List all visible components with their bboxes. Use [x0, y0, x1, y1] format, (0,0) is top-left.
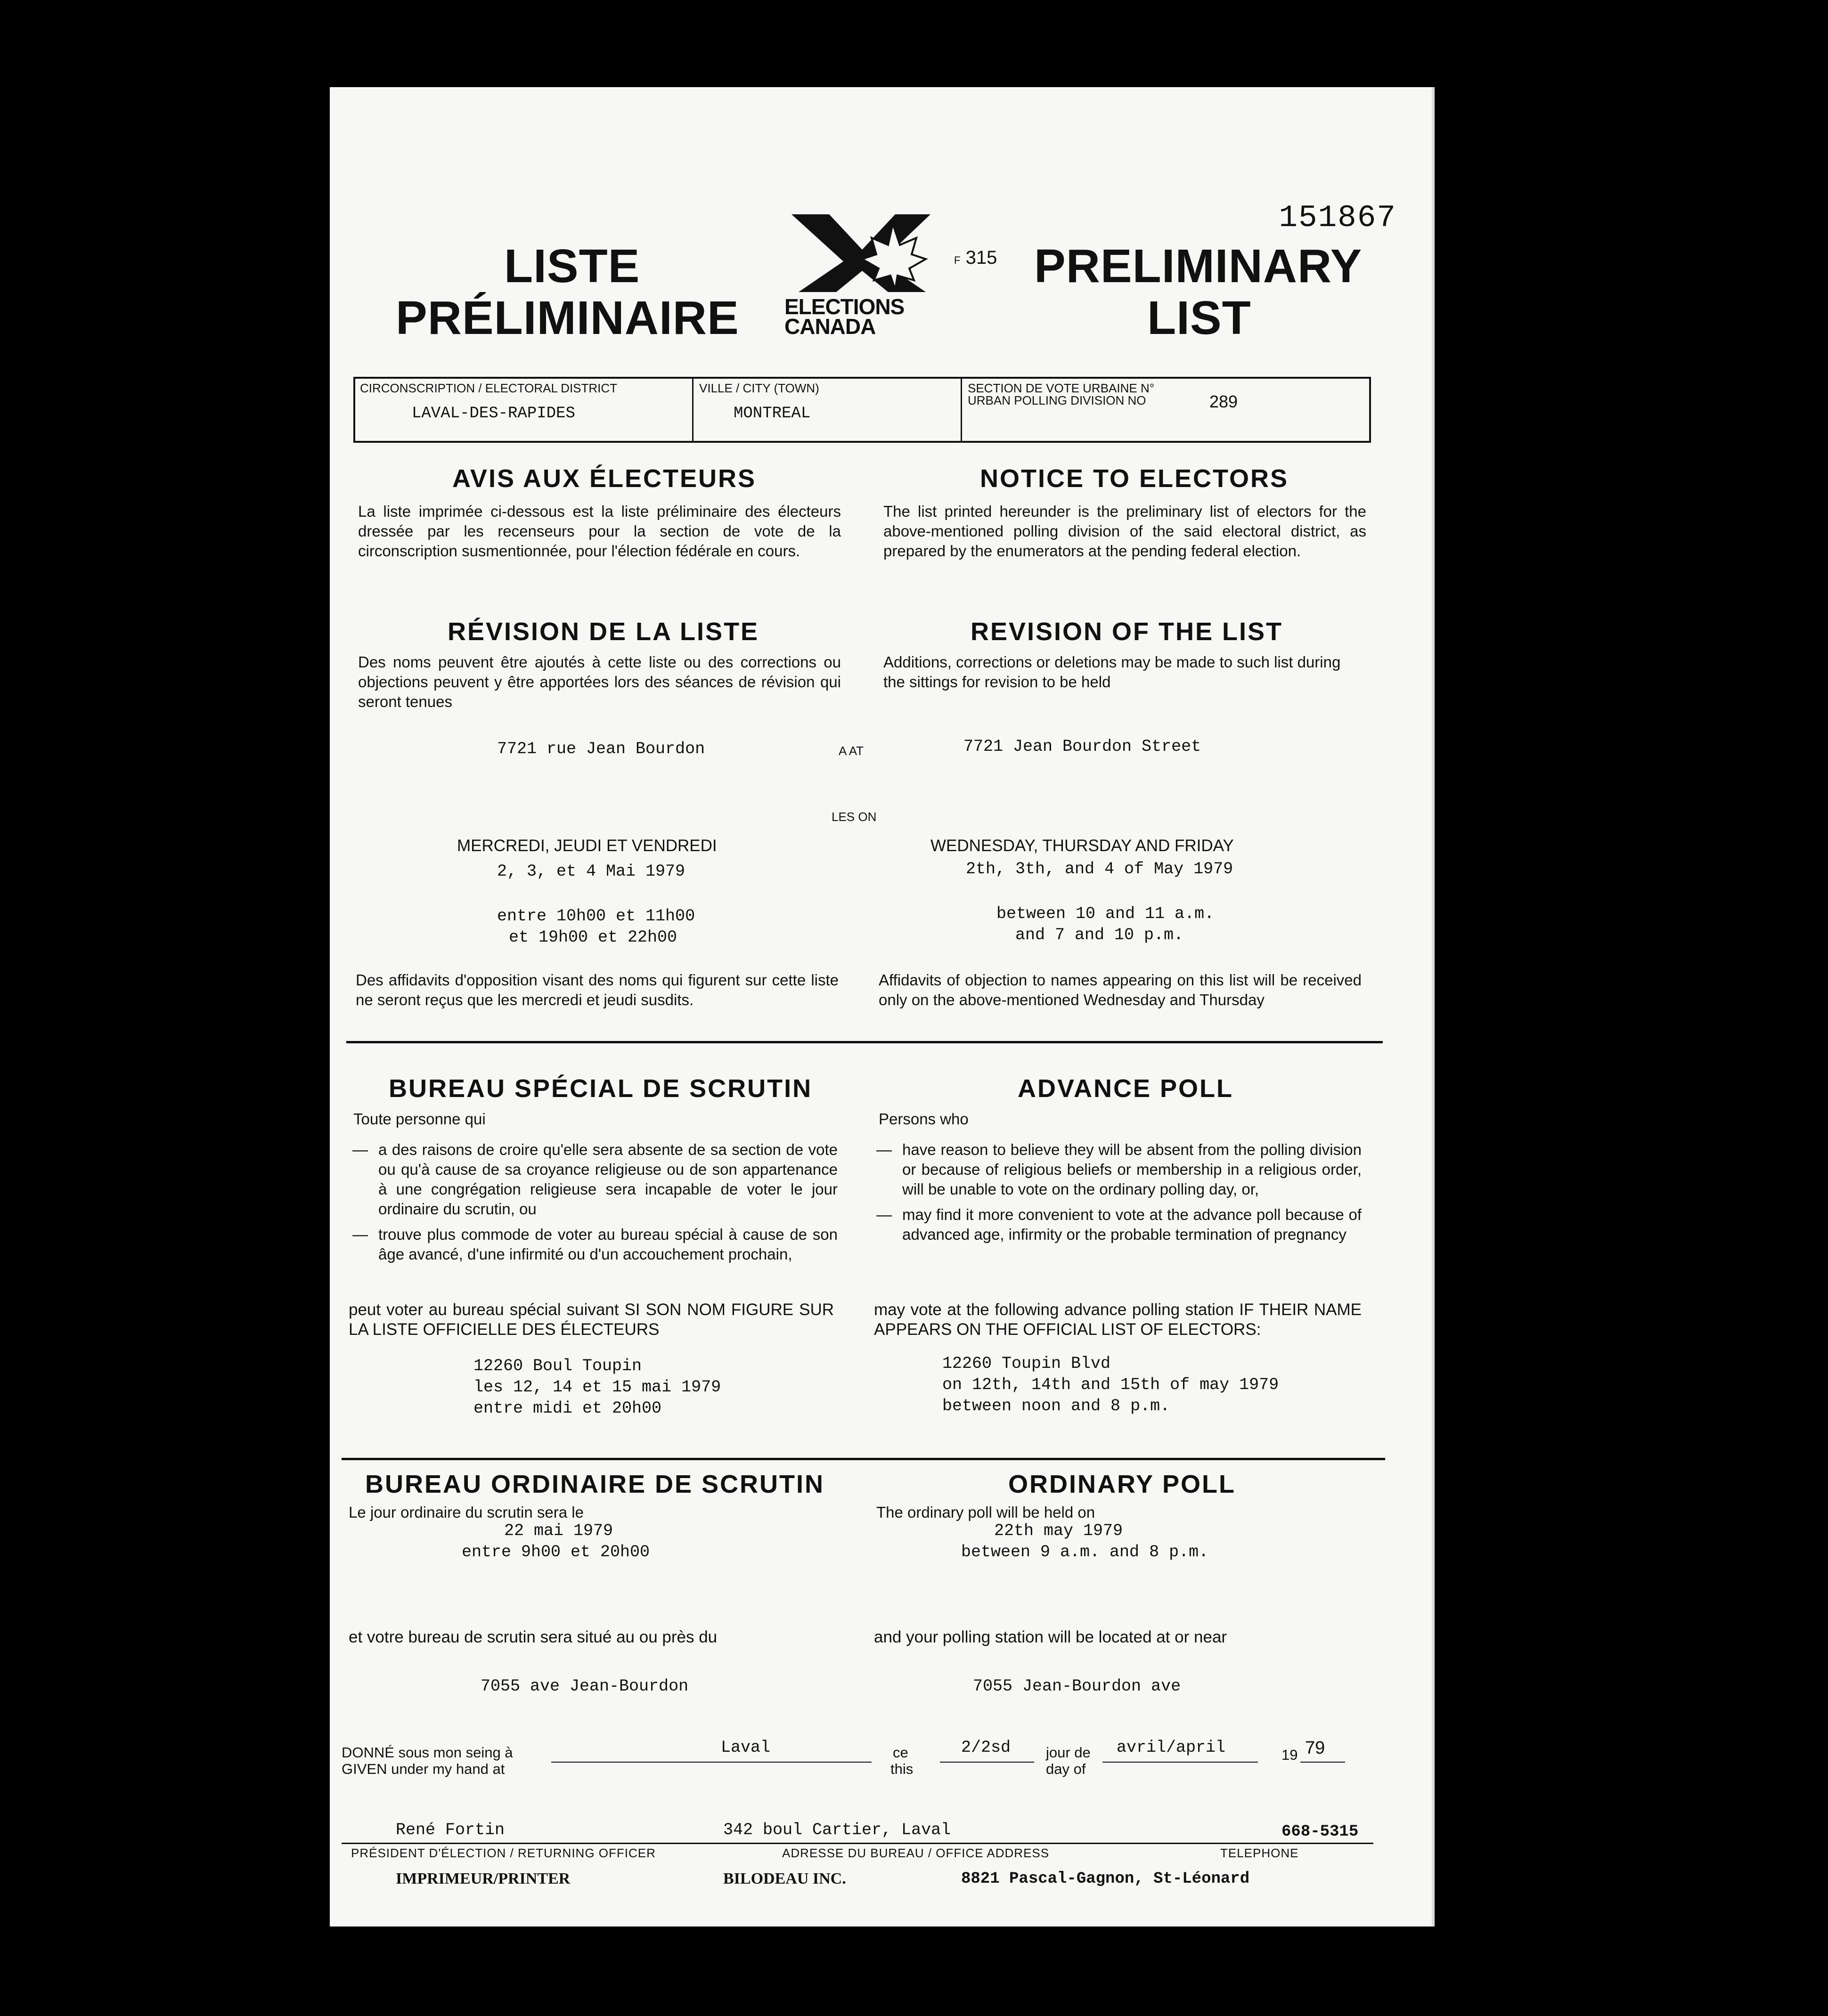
revision-hours-en-2: and 7 and 10 p.m. — [1015, 926, 1184, 944]
dash-marker: — — [352, 1226, 368, 1243]
title-fr-line1: LISTE — [504, 240, 640, 293]
dash-marker: — — [876, 1141, 892, 1158]
form-code-value: 315 — [965, 247, 997, 268]
location-en: 7055 Jean-Bourdon ave — [973, 1677, 1181, 1696]
year-prefix: 19 — [1281, 1747, 1298, 1763]
advance-item-fr-1 — [352, 1140, 838, 1219]
officer-name: René Fortin — [396, 1821, 505, 1839]
telephone-label: TELEPHONE — [1220, 1846, 1299, 1860]
advance-intro-en: Persons who — [879, 1110, 969, 1128]
revision-on-label: LES ON — [832, 810, 877, 824]
notice-text-fr: La liste imprimée ci-dessous est la liste préliminaire des électeurs dressée par les recenseurs pour la section de vote de la circonscription susmentionnée, pour l'élection fédérale en cours. — [358, 503, 841, 560]
form-code-prefix: F — [954, 254, 961, 266]
section-divider-2 — [342, 1458, 1385, 1460]
year-underline — [1300, 1762, 1345, 1763]
title-en-line1: PRELIMINARY — [1034, 240, 1363, 293]
ordinary-heading-fr: BUREAU ORDINAIRE DE SCRUTIN — [365, 1470, 825, 1498]
revision-text-fr: Des noms peuvent être ajoutés à cette liste ou des corrections ou objections peuvent y être apportées lors des séances de révision qui seront tenues — [358, 653, 841, 710]
advance-dates-fr: les 12, 14 et 15 mai 1979 — [473, 1378, 721, 1397]
city-cell — [692, 379, 961, 441]
given-label-fr: DONNÉ sous mon seing à — [342, 1744, 513, 1761]
advance-item-fr-2 — [352, 1225, 838, 1264]
ordinary-hours-fr: entre 9h00 et 20h00 — [462, 1543, 650, 1561]
location-intro-en: and your polling station will be located at or near — [874, 1628, 1227, 1646]
advance-address-fr: 12260 Boul Toupin — [473, 1357, 642, 1375]
advance-item-fr-1-text: a des raisons de croire qu'elle sera absente de sa section de vote ou qu'à cause de sa croyance religieuse ou de son appartenance à une congrégation religieuse sera incapable de voter le jour ordinaire du scrutin, ou — [378, 1141, 838, 1218]
office-address: 342 boul Cartier, Laval — [723, 1821, 951, 1839]
ordinary-intro-fr: Le jour ordinaire du scrutin sera le — [349, 1504, 584, 1521]
section-divider-1 — [346, 1041, 1383, 1043]
signature-month: avril/april — [1117, 1738, 1226, 1757]
ordinary-hours-en: between 9 a.m. and 8 p.m. — [961, 1543, 1209, 1561]
elections-canada-logo — [784, 210, 940, 341]
month-underline — [1102, 1762, 1258, 1763]
advance-address-en: 12260 Toupin Blvd — [942, 1354, 1111, 1373]
city-value: MONTREAL — [734, 405, 811, 423]
day-underline — [940, 1762, 1034, 1763]
signature-place: Laval — [721, 1738, 771, 1757]
year-suffix: 79 — [1305, 1738, 1325, 1758]
revision-text-en: Additions, corrections or deletions may be made to such list during the sittings for revision to be held — [883, 653, 1341, 691]
officer-label: PRÉSIDENT D'ÉLECTION / RETURNING OFFICER — [351, 1846, 656, 1860]
logo-text-line1: ELECTIONS — [784, 294, 905, 319]
given-label-en: GIVEN under my hand at — [342, 1761, 505, 1777]
x-maple-leaf-icon — [784, 210, 940, 294]
advance-outro-fr: peut voter au bureau spécial suivant SI SON NOM FIGURE SUR LA LISTE OFFICIELLE DES ÉLECTEURS — [349, 1301, 834, 1339]
revision-hours-en-1: between 10 and 11 a.m. — [996, 904, 1215, 923]
advance-heading-en: ADVANCE POLL — [1018, 1074, 1234, 1103]
dash-marker: — — [352, 1141, 368, 1158]
printer-name: BILODEAU INC. — [723, 1870, 846, 1887]
place-underline — [551, 1762, 872, 1763]
dash-marker: — — [876, 1206, 892, 1223]
signature-day: 2/2sd — [961, 1738, 1011, 1757]
ordinary-date-en: 22th may 1979 — [994, 1521, 1123, 1540]
form-code — [954, 247, 997, 268]
location-fr: 7055 ave Jean-Bourdon — [481, 1677, 689, 1696]
advance-list-fr — [352, 1140, 838, 1264]
revision-hours-fr-1: entre 10h00 et 11h00 — [497, 907, 695, 926]
division-label-2: URBAN POLLING DIVISION NO — [968, 393, 1146, 407]
advance-hours-fr: entre midi et 20h00 — [473, 1399, 662, 1418]
city-label: VILLE / CITY (TOWN) — [699, 381, 819, 395]
title-en-line2: LIST — [1147, 292, 1251, 344]
ordinary-heading-en: ORDINARY POLL — [1008, 1470, 1236, 1498]
officer-underline — [342, 1843, 1373, 1844]
affidavit-text-fr: Des affidavits d'opposition visant des noms qui figurent sur cette liste ne seront reçus que les mercredi et jeudi susdits. — [356, 971, 839, 1008]
advance-item-en-1 — [876, 1140, 1362, 1199]
revision-heading-en: REVISION OF THE LIST — [971, 618, 1283, 646]
division-value: 289 — [1209, 392, 1238, 411]
revision-address-fr: 7721 rue Jean Bourdon — [497, 740, 705, 758]
advance-item-fr-2-text: trouve plus commode de voter au bureau spécial à cause de son âge avancé, d'une infirmité ou d'un accouchement prochain, — [378, 1226, 838, 1263]
advance-outro-en: may vote at the following advance polling station IF THEIR NAME APPEARS ON THE OFFICIAL LIST OF ELECTORS: — [874, 1301, 1362, 1339]
advance-item-en-2 — [876, 1205, 1362, 1244]
telephone-value: 668-5315 — [1281, 1823, 1359, 1841]
revision-dates-fr: 2, 3, et 4 Mai 1979 — [497, 862, 686, 881]
logo-text-line2: CANADA — [784, 314, 876, 339]
ce-label: ce — [893, 1744, 908, 1761]
form-serial-number: 151867 — [1279, 200, 1396, 236]
division-label-1: SECTION DE VOTE URBAINE N° — [968, 381, 1155, 395]
preliminary-list-notice — [330, 87, 1435, 1927]
ordinary-intro-en: The ordinary poll will be held on — [876, 1504, 1095, 1521]
notice-heading-en: NOTICE TO ELECTORS — [980, 464, 1289, 493]
revision-days-en: WEDNESDAY, THURSDAY AND FRIDAY — [930, 837, 1234, 855]
title-fr-line2: PRÉLIMINAIRE — [396, 292, 739, 344]
advance-intro-fr: Toute personne qui — [353, 1110, 486, 1128]
advance-heading-fr: BUREAU SPÉCIAL DE SCRUTIN — [389, 1074, 813, 1103]
printer-label: IMPRIMEUR/PRINTER — [396, 1870, 571, 1887]
revision-dates-en: 2th, 3th, and 4 of May 1979 — [966, 860, 1233, 878]
advance-item-en-1-text: have reason to believe they will be absent from the polling division or because of religious beliefs or membership in a religious order, will be unable to vote on the ordinary polling day, or, — [902, 1141, 1362, 1198]
header-info-box — [353, 377, 1371, 443]
address-label: ADRESSE DU BUREAU / OFFICE ADDRESS — [782, 1846, 1050, 1860]
advance-list-en — [876, 1140, 1362, 1244]
notice-text-en: The list printed hereunder is the preliminary list of electors for the above-mentioned polling division of the said electoral district, as prepared by the enumerators at the pending federal election. — [883, 503, 1366, 560]
printer-address: 8821 Pascal-Gagnon, St-Léonard — [961, 1870, 1250, 1888]
day-of-label: day of — [1046, 1761, 1086, 1777]
revision-days-fr: MERCREDI, JEUDI ET VENDREDI — [457, 837, 717, 855]
division-cell — [961, 379, 1371, 441]
jour-de-label: jour de — [1046, 1744, 1091, 1761]
revision-at-label: A AT — [839, 744, 864, 758]
revision-heading-fr: RÉVISION DE LA LISTE — [448, 618, 759, 646]
revision-hours-fr-2: et 19h00 et 22h00 — [509, 928, 677, 947]
revision-address-en: 7721 Jean Bourdon Street — [963, 737, 1201, 756]
district-value: LAVAL-DES-RAPIDES — [412, 405, 575, 423]
advance-hours-en: between noon and 8 p.m. — [942, 1397, 1170, 1415]
affidavit-text-en: Affidavits of objection to names appearing on this list will be received only on the above-mentioned Wednesday and Thursday — [879, 971, 1362, 1008]
advance-dates-en: on 12th, 14th and 15th of may 1979 — [942, 1375, 1279, 1394]
ordinary-date-fr: 22 mai 1979 — [504, 1521, 613, 1540]
location-intro-fr: et votre bureau de scrutin sera situé au ou près du — [349, 1628, 718, 1646]
advance-item-en-2-text: may find it more convenient to vote at the advance poll because of advanced age, infirmity or the probable termination of pregnancy — [902, 1206, 1362, 1243]
notice-heading-fr: AVIS AUX ÉLECTEURS — [452, 464, 757, 493]
district-label: CIRCONSCRIPTION / ELECTORAL DISTRICT — [360, 381, 618, 395]
this-label: this — [890, 1761, 914, 1777]
